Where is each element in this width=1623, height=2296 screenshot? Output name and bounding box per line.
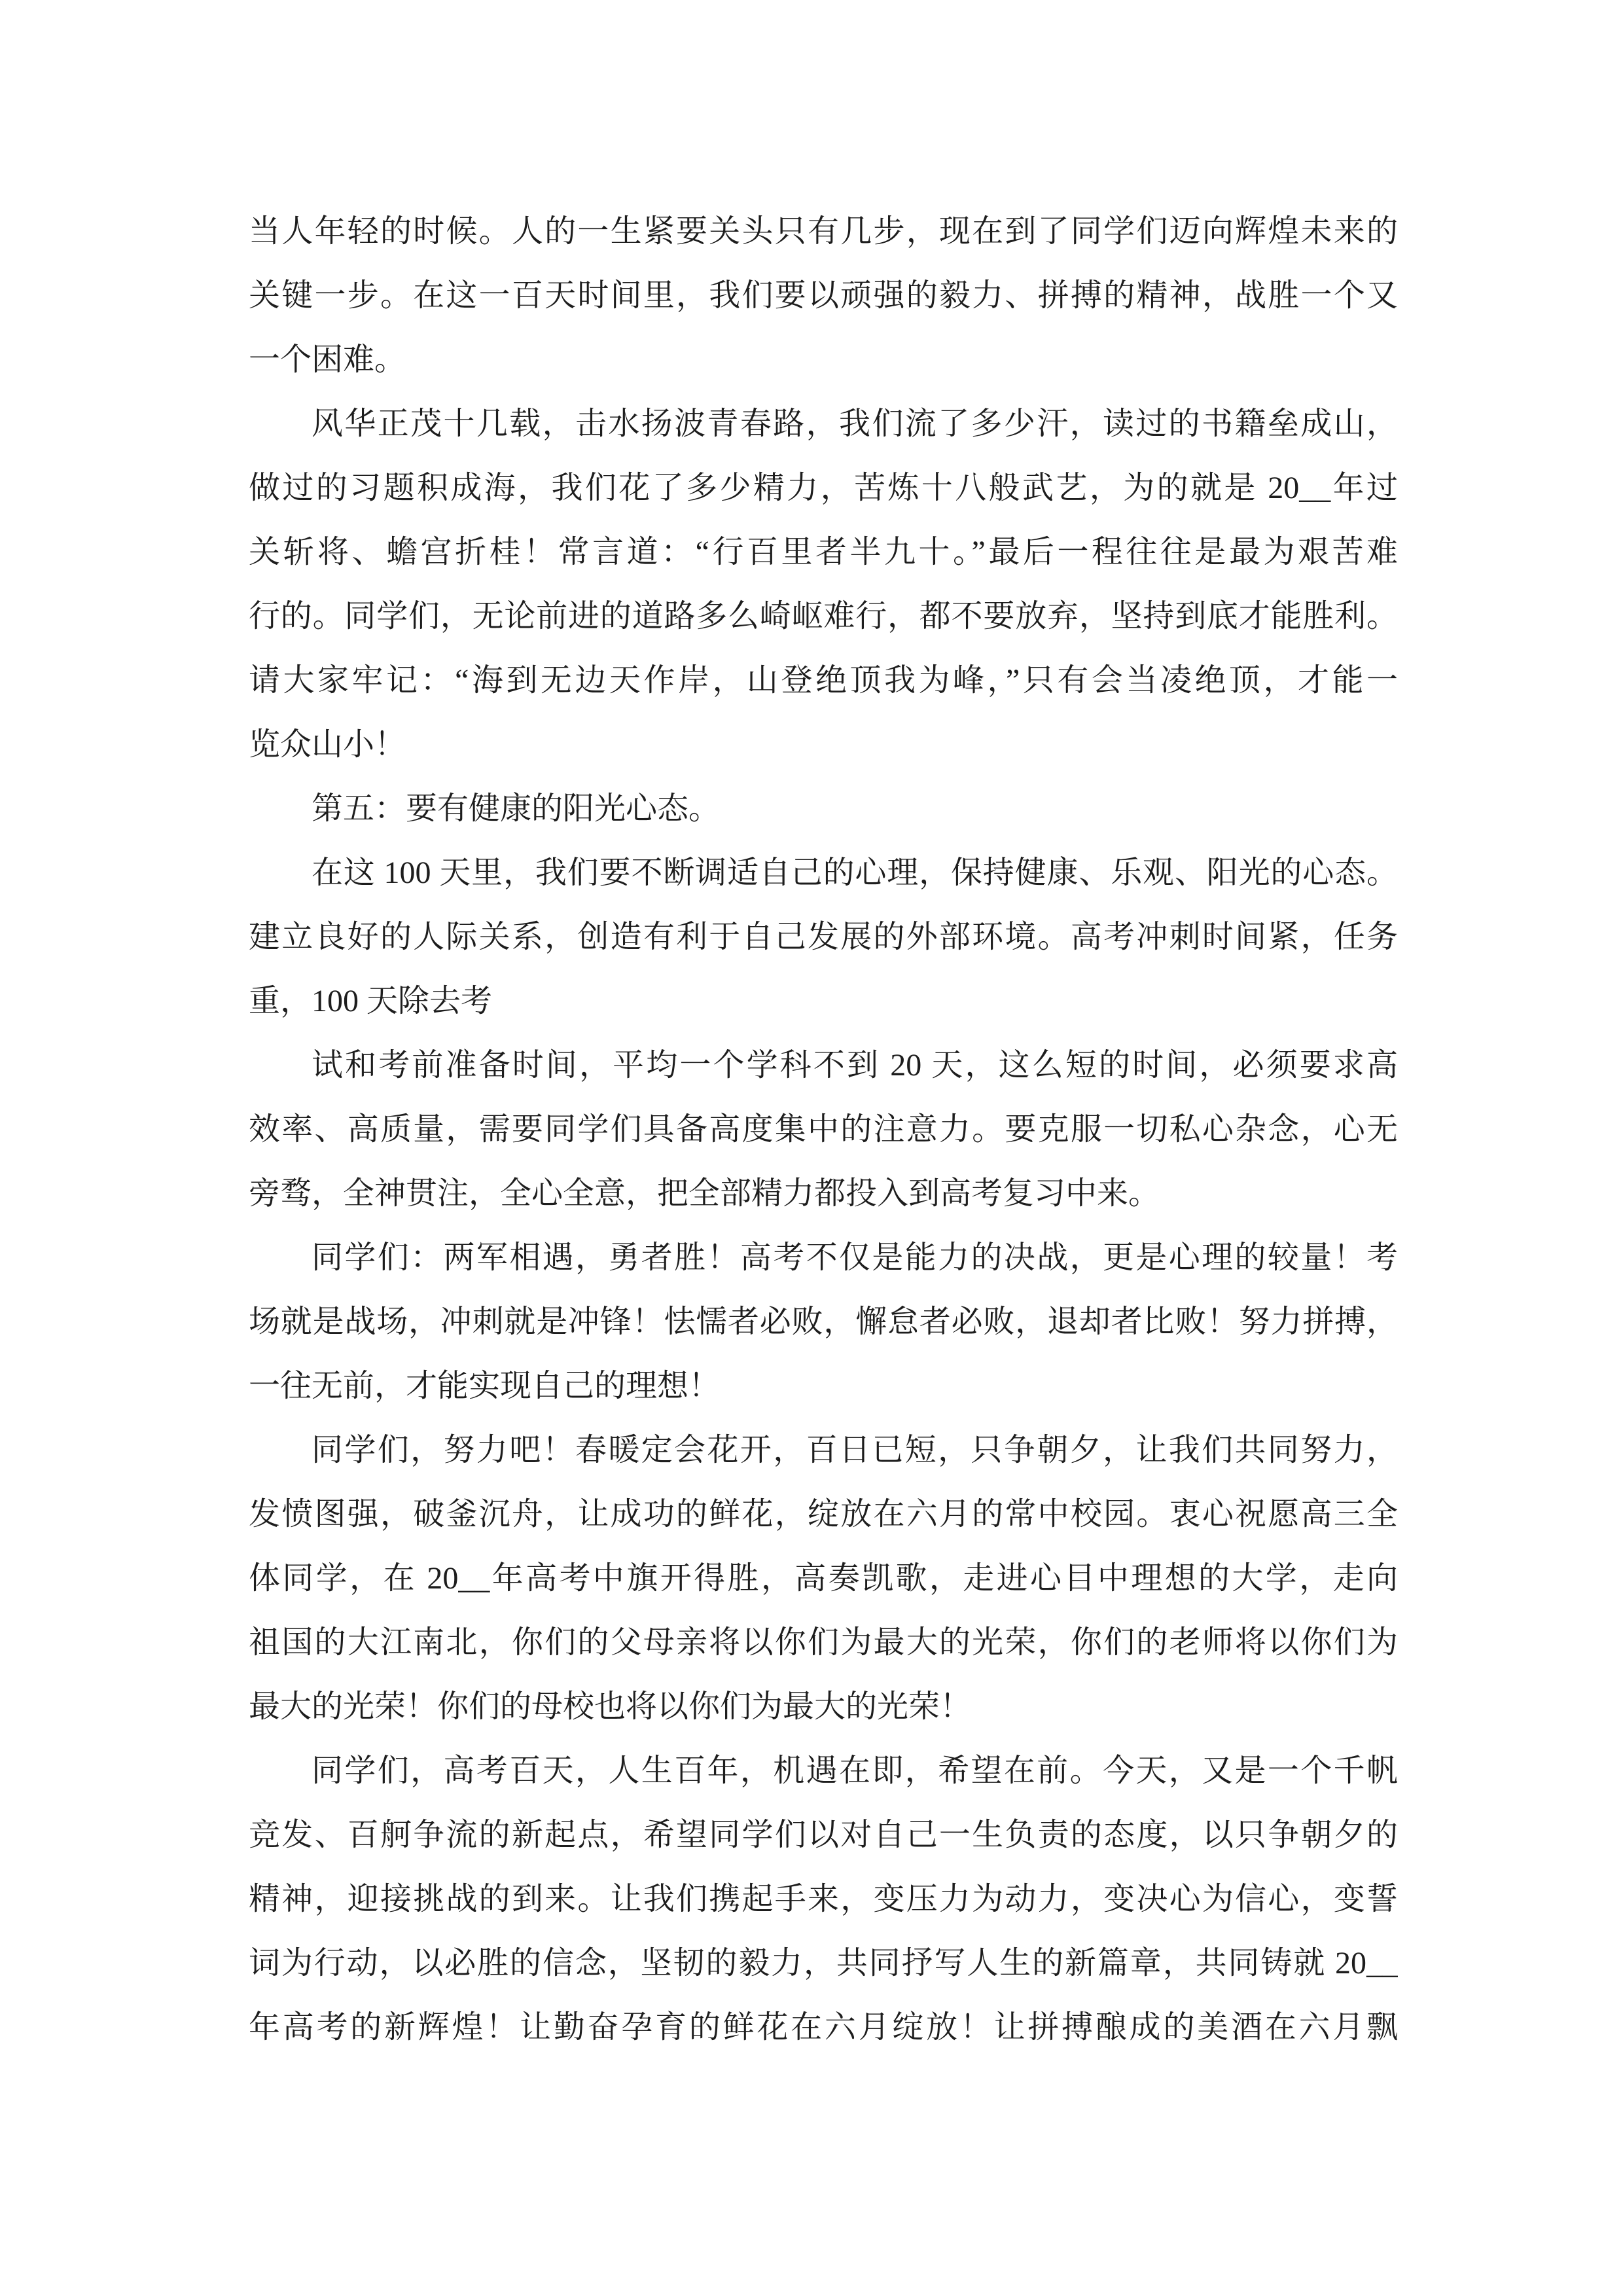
text-line: 当人年轻的时候。人的一生紧要关头只有几步，现在到了同学们迈向辉煌未来的 (249, 214, 1398, 249)
document-text-block (249, 200, 1398, 2060)
text-line: 请大家牢记：“海到无边天作岸，山登绝顶我为峰，”只有会当凌绝顶，才能一 (249, 663, 1398, 698)
text-line: 同学们：两军相遇，勇者胜！高考不仅是能力的决战，更是心理的较量！考 (312, 1240, 1398, 1275)
text-line: 词为行动，以必胜的信念，坚韧的毅力，共同抒写人生的新篇章，共同铸就 20__ (249, 1946, 1398, 1981)
text-line: 关斩将、蟾宫折桂！常言道：“行百里者半九十。”最后一程往往是最为艰苦难 (249, 535, 1398, 569)
text-line: 建立良好的人际关系，创造有利于自己发展的外部环境。高考冲刺时间紧，任务 (249, 920, 1398, 954)
text-line: 在这 100 天里，我们要不断调适自己的心理，保持健康、乐观、阳光的心态。 (312, 855, 1398, 890)
text-line: 最大的光荣！你们的母校也将以你们为最大的光荣！ (249, 1689, 972, 1724)
text-line: 体同学，在 20__年高考中旗开得胜，高奏凯歌，走进心目中理想的大学，走向 (249, 1561, 1398, 1596)
text-line: 览众山小！ (249, 727, 406, 762)
text-line: 精神，迎接挑战的到来。让我们携起手来，变压力为动力，变决心为信心，变誓 (249, 1882, 1398, 1916)
text-line: 年高考的新辉煌！让勤奋孕育的鲜花在六月绽放！让拼搏酿成的美酒在六月飘 (249, 2010, 1398, 2045)
text-line: 一个困难。 (249, 342, 406, 377)
text-line: 第五：要有健康的阳光心态。 (312, 791, 721, 826)
text-line: 场就是战场，冲刺就是冲锋！怯懦者必败，懈怠者必败，退却者比败！努力拼搏， (249, 1304, 1398, 1339)
text-line: 效率、高质量，需要同学们具备高度集中的注意力。要克服一切私心杂念，心无 (249, 1112, 1398, 1147)
text-line: 同学们，高考百天，人生百年，机遇在即，希望在前。今天，又是一个千帆 (312, 1753, 1398, 1788)
text-line: 一往无前，才能实现自己的理想！ (249, 1369, 721, 1403)
text-line: 风华正茂十几载，击水扬波青春路，我们流了多少汗，读过的书籍垒成山， (312, 406, 1398, 441)
text-line: 同学们，努力吧！春暖定会花开，百日已短，只争朝夕，让我们共同努力， (312, 1433, 1398, 1467)
text-line: 关键一步。在这一百天时间里，我们要以顽强的毅力、拼搏的精神，战胜一个又 (249, 278, 1398, 313)
text-line: 祖国的大江南北，你们的父母亲将以你们为最大的光荣，你们的老师将以你们为 (249, 1625, 1398, 1660)
text-line: 试和考前准备时间，平均一个学科不到 20 天，这么短的时间，必须要求高 (312, 1048, 1398, 1083)
text-line: 重，100 天除去考 (249, 984, 493, 1018)
text-line: 行的。同学们，无论前进的道路多么崎岖难行，都不要放弃，坚持到底才能胜利。 (249, 599, 1398, 634)
text-line: 旁骛，全神贯注，全心全意，把全部精力都投入到高考复习中来。 (249, 1176, 1160, 1211)
text-line: 发愤图强，破釜沉舟，让成功的鲜花，绽放在六月的常中校园。衷心祝愿高三全 (249, 1497, 1398, 1532)
text-line: 竞发、百舸争流的新起点，希望同学们以对自己一生负责的态度，以只争朝夕的 (249, 1818, 1398, 1852)
text-line: 做过的习题积成海，我们花了多少精力，苦炼十八般武艺，为的就是 20__年过 (249, 471, 1398, 505)
